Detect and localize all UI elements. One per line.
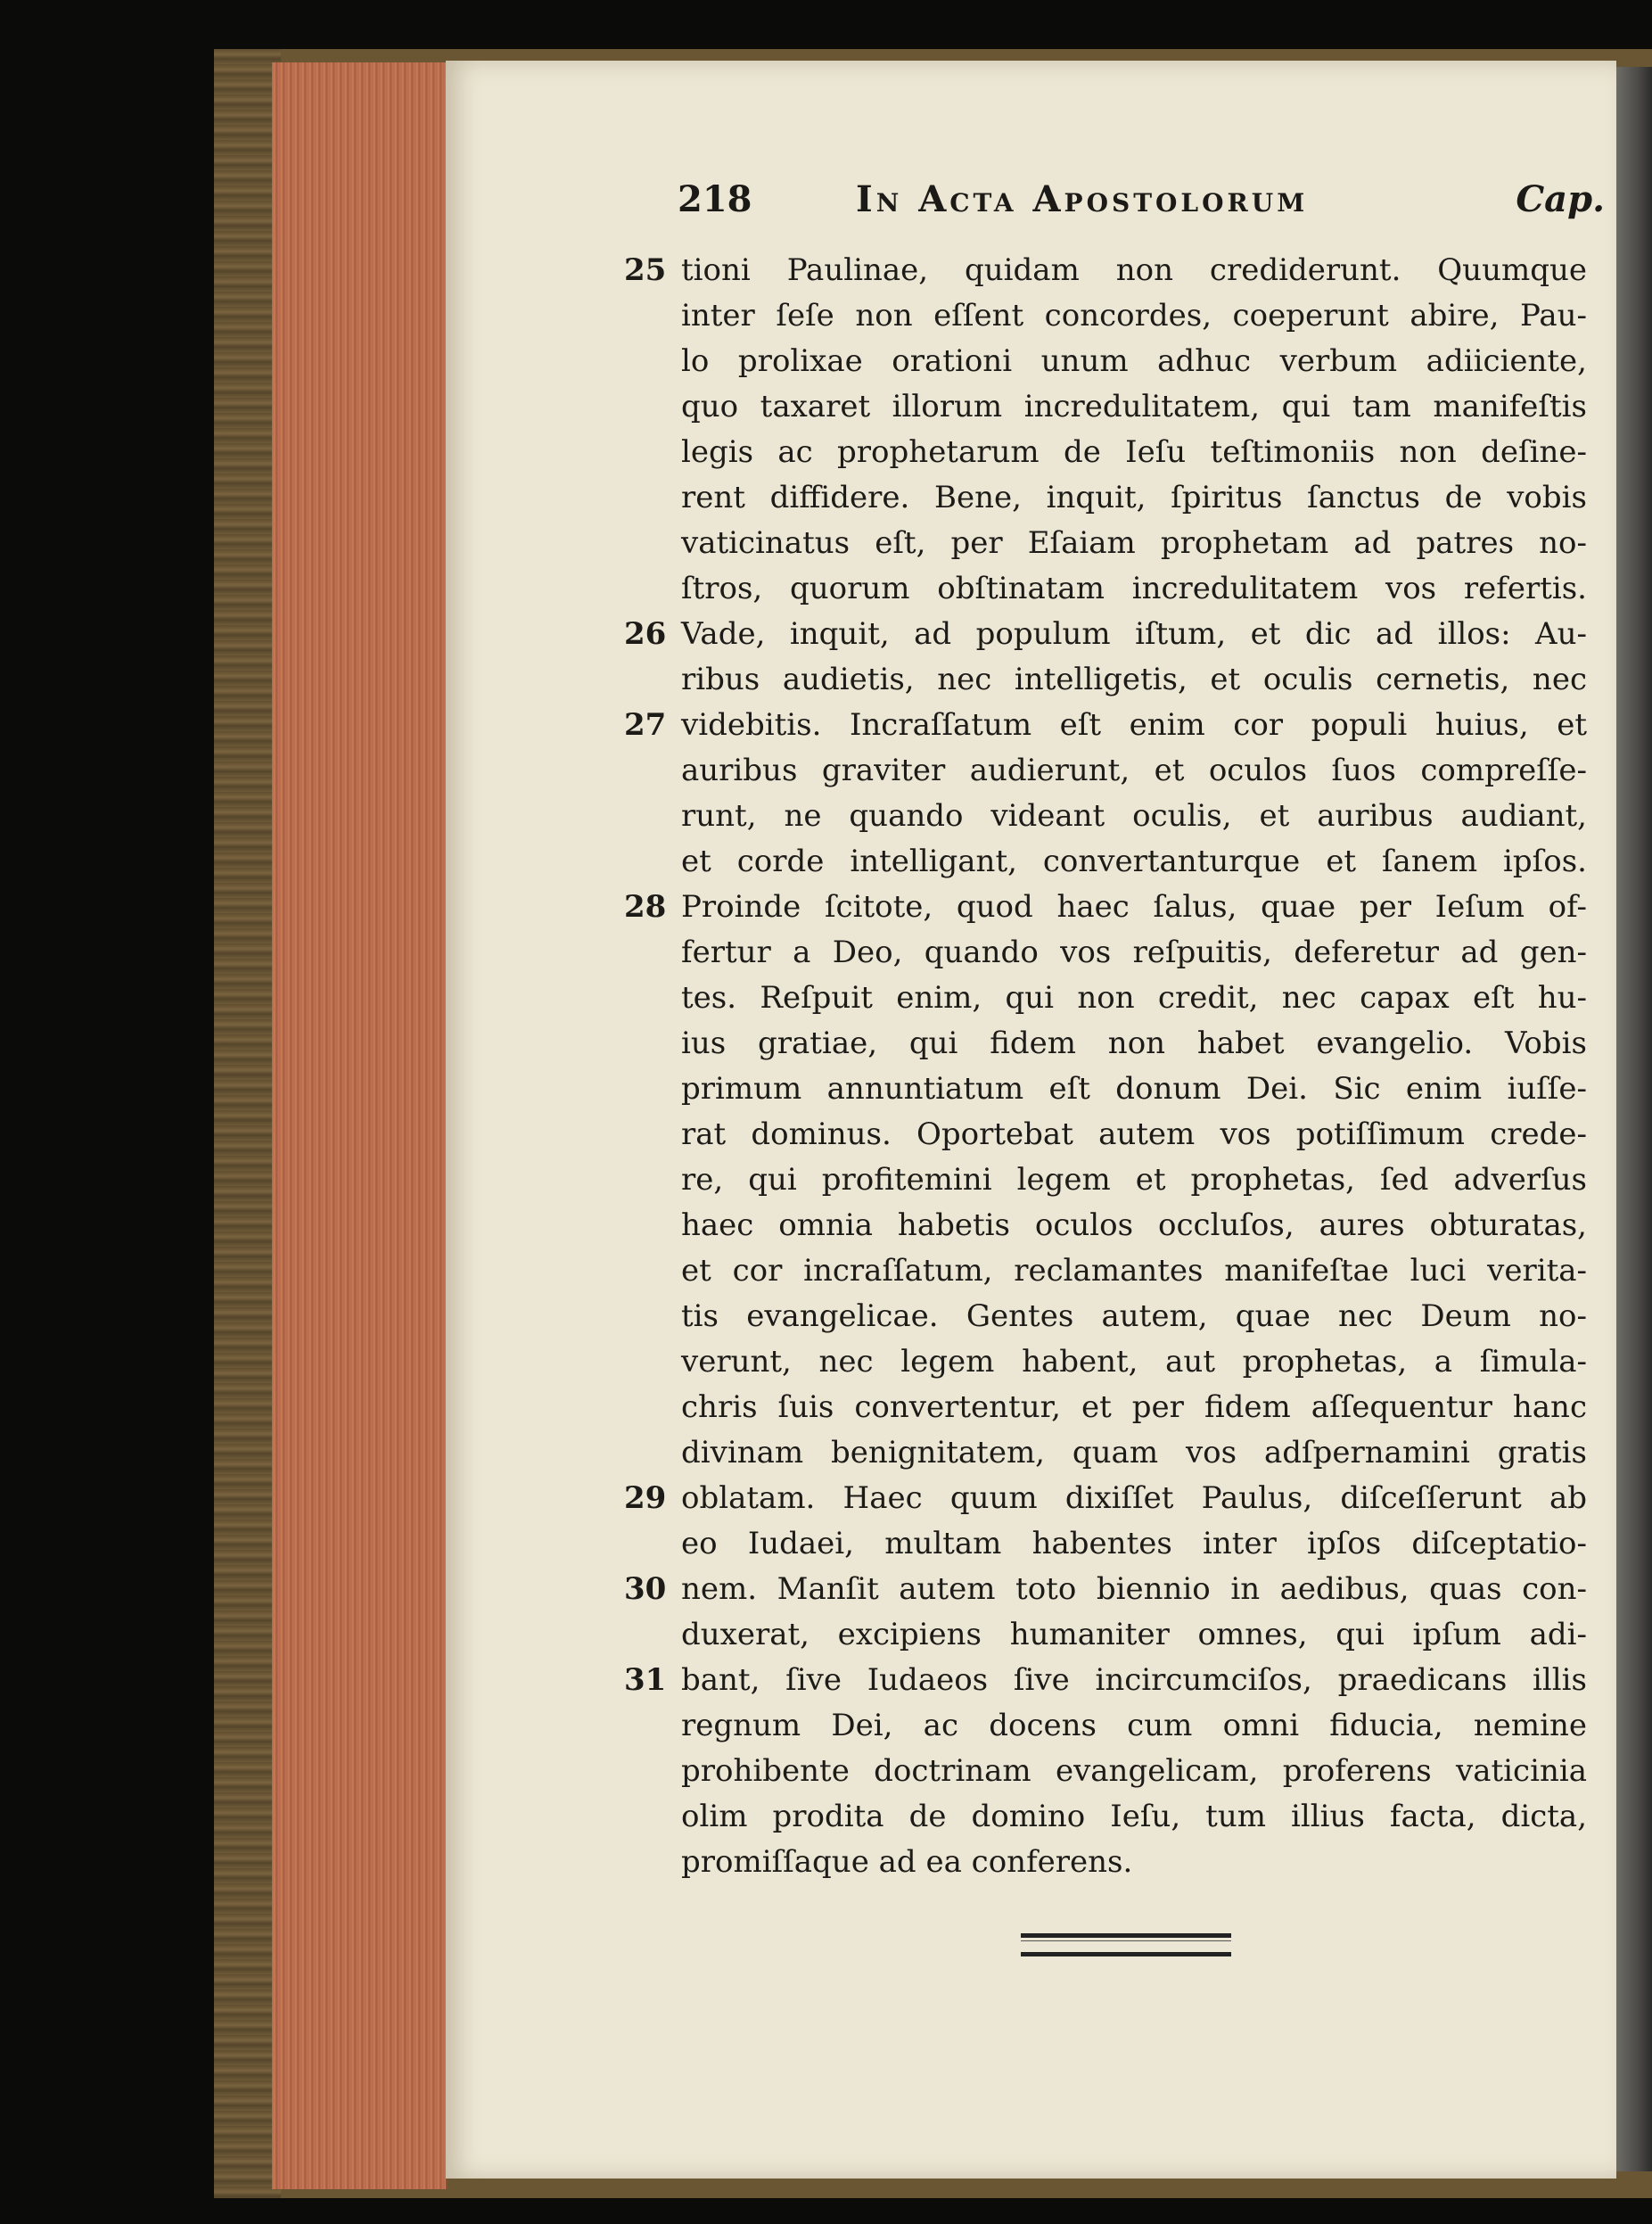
text-line bbox=[624, 1021, 1587, 1067]
text-line bbox=[624, 248, 1587, 293]
line-text: ſtros, quorum obſtinatam incredulitatem vos refertis. bbox=[681, 571, 1587, 606]
verse-number: 30 bbox=[624, 1571, 667, 1607]
text-line bbox=[624, 1385, 1587, 1430]
chapter-label: Cap. bbox=[1516, 178, 1605, 220]
text-line bbox=[624, 976, 1587, 1021]
line-text: olim prodita de domino Ieſu, tum illius facta, dicta, bbox=[681, 1799, 1587, 1834]
text-line bbox=[624, 1658, 1587, 1703]
page-edges bbox=[272, 62, 448, 2189]
text-line bbox=[624, 794, 1587, 839]
line-text: fertur a Deo, quando vos reſpuitis, deferetur ad gen- bbox=[681, 935, 1587, 970]
line-text: et corde intelligant, convertanturque et ſanem ipſos. bbox=[681, 844, 1587, 879]
line-text: primum annuntiatum eſt donum Dei. Sic enim iuſſe- bbox=[681, 1071, 1587, 1107]
line-text: re, qui profitemini legem et prophetas, ſed adverſus bbox=[681, 1162, 1587, 1198]
line-text: inter ſeſe non eſſent concordes, coeperunt abire, Pau- bbox=[681, 298, 1587, 334]
line-text: bant, ſive Iudaeos ſive incircumciſos, praedicans illis bbox=[681, 1662, 1587, 1698]
text-line bbox=[624, 1840, 1587, 1885]
text-line bbox=[624, 1612, 1587, 1658]
text-line bbox=[624, 612, 1587, 657]
text-line bbox=[624, 293, 1587, 339]
line-text: Proinde ſcitote, quod haec ſalus, quae per Ieſum of- bbox=[681, 889, 1587, 925]
book-spine-edge bbox=[214, 49, 281, 2198]
text-line bbox=[624, 1339, 1587, 1385]
verse-number: 31 bbox=[624, 1662, 667, 1698]
text-line bbox=[624, 1203, 1587, 1248]
line-text: runt, ne quando videant oculis, et auribus audiant, bbox=[681, 798, 1587, 834]
body-text bbox=[624, 248, 1587, 1885]
text-line bbox=[624, 1430, 1587, 1476]
verse-number: 27 bbox=[624, 707, 667, 743]
line-text: legis ac prophetarum de Ieſu teſtimoniis non deſine- bbox=[681, 434, 1587, 470]
line-text: oblatam. Haec quum dixiſſet Paulus, diſceſſerunt ab bbox=[681, 1480, 1587, 1516]
line-text: et cor incraſſatum, reclamantes manifeſtae luci verita- bbox=[681, 1253, 1587, 1289]
line-text: eo Iudaei, multam habentes inter ipſos diſceptatio- bbox=[681, 1526, 1587, 1561]
text-line bbox=[624, 930, 1587, 976]
running-head bbox=[678, 178, 1605, 232]
end-ornament-rule bbox=[1021, 1933, 1231, 1956]
text-line bbox=[624, 1567, 1587, 1612]
text-line bbox=[624, 1294, 1587, 1339]
book-title: In Acta Apostolorum bbox=[856, 178, 1309, 220]
verse-number: 28 bbox=[624, 889, 667, 925]
text-line bbox=[624, 1749, 1587, 1794]
line-text: videbitis. Incraſſatum eſt enim cor populi huius, et bbox=[681, 707, 1587, 743]
text-line bbox=[624, 1067, 1587, 1112]
text-line bbox=[624, 748, 1587, 794]
line-text: vaticinatus eſt, per Eſaiam prophetam ad patres no- bbox=[681, 525, 1587, 561]
line-text: rat dominus. Oportebat autem vos potiſſimum crede- bbox=[681, 1116, 1587, 1152]
line-text: duxerat, excipiens humaniter omnes, qui ipſum adi- bbox=[681, 1617, 1587, 1652]
line-text: lo prolixae orationi unum adhuc verbum adiiciente, bbox=[681, 343, 1587, 379]
text-line bbox=[624, 703, 1587, 748]
line-text: ius gratiae, qui fidem non habet evangelio. Vobis bbox=[681, 1026, 1587, 1061]
line-text: quo taxaret illorum incredulitatem, qui tam manifeſtis bbox=[681, 389, 1587, 424]
line-text: haec omnia habetis oculos occluſos, aures obturatas, bbox=[681, 1207, 1587, 1243]
text-line bbox=[624, 475, 1587, 521]
verse-number: 26 bbox=[624, 616, 667, 652]
line-text: chris ſuis convertentur, et per fidem aſſequentur hanc bbox=[681, 1389, 1587, 1425]
text-line bbox=[624, 1476, 1587, 1521]
text-line bbox=[624, 1112, 1587, 1157]
line-text: rent diffidere. Bene, inquit, ſpiritus ſanctus de vobis bbox=[681, 480, 1587, 515]
text-line bbox=[624, 1157, 1587, 1203]
text-line bbox=[624, 430, 1587, 475]
text-line bbox=[624, 1248, 1587, 1294]
line-text: nem. Manſit autem toto biennio in aedibus, quas con- bbox=[681, 1571, 1587, 1607]
line-text: ribus audietis, nec intelligetis, et oculis cernetis, nec bbox=[681, 662, 1587, 697]
line-text: verunt, nec legem habent, aut prophetas, a ſimula- bbox=[681, 1344, 1587, 1380]
verse-number: 25 bbox=[624, 252, 667, 288]
text-line bbox=[624, 384, 1587, 430]
line-text: tioni Paulinae, quidam non crediderunt. Quumque bbox=[681, 252, 1587, 288]
line-text: promiſſaque ad ea conferens. bbox=[681, 1844, 1133, 1880]
text-line bbox=[624, 885, 1587, 930]
page-number: 218 bbox=[678, 178, 752, 220]
line-text: tes. Reſpuit enim, qui non credit, nec capax eſt hu- bbox=[681, 980, 1587, 1016]
line-text: prohibente doctrinam evangelicam, proferens vaticinia bbox=[681, 1753, 1587, 1789]
text-line bbox=[624, 657, 1587, 703]
text-line bbox=[624, 521, 1587, 566]
line-text: Vade, inquit, ad populum iſtum, et dic ad illos: Au- bbox=[681, 616, 1587, 652]
text-line bbox=[624, 839, 1587, 885]
verse-number: 29 bbox=[624, 1480, 667, 1516]
line-text: tis evangelicae. Gentes autem, quae nec Deum no- bbox=[681, 1298, 1587, 1334]
text-line bbox=[624, 1703, 1587, 1749]
text-line bbox=[624, 566, 1587, 612]
facing-page-edge bbox=[1616, 67, 1652, 2171]
line-text: auribus graviter audierunt, et oculos ſuos compreſſe- bbox=[681, 753, 1587, 788]
text-line bbox=[624, 339, 1587, 384]
line-text: regnum Dei, ac docens cum omni fiducia, nemine bbox=[681, 1708, 1587, 1743]
text-line bbox=[624, 1521, 1587, 1567]
text-line bbox=[624, 1794, 1587, 1840]
line-text: divinam benignitatem, quam vos adſpernamini gratis bbox=[681, 1435, 1587, 1470]
